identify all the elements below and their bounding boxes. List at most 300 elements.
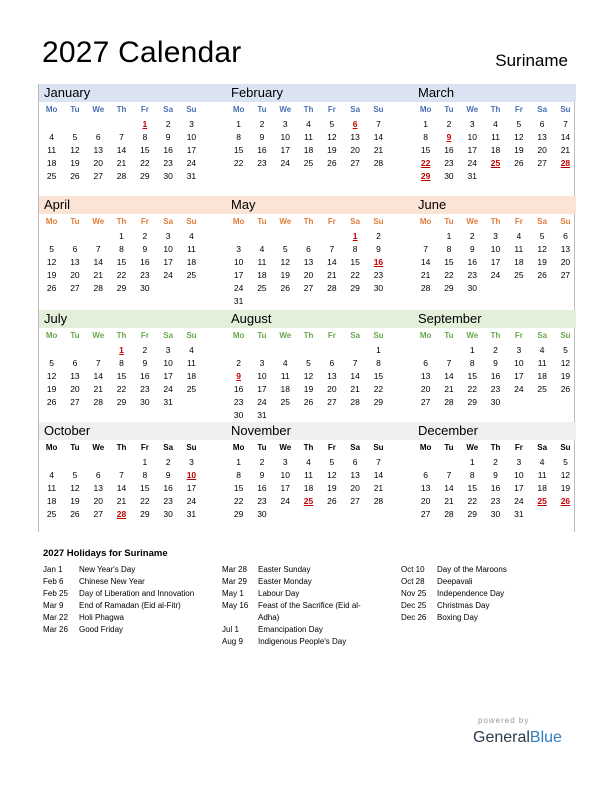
holiday-date: Mar 28 — [222, 565, 247, 574]
day: 26 — [327, 496, 337, 506]
empty-day — [274, 230, 297, 243]
day: 15 — [420, 145, 431, 155]
day: 1 — [119, 231, 124, 241]
weekday-label: Su — [560, 443, 571, 452]
holiday-day: 9 — [236, 371, 242, 381]
day: 31 — [163, 397, 173, 407]
holiday-day: 25 — [490, 158, 501, 168]
empty-day — [274, 344, 297, 357]
day: 25 — [186, 270, 197, 280]
day: 12 — [46, 371, 57, 381]
holiday-name: Feast of the Sacrifice (Eid al-Adha) — [258, 601, 361, 622]
day: 12 — [46, 257, 57, 267]
day: 24 — [163, 384, 173, 394]
holiday-date: Mar 22 — [43, 613, 68, 622]
day: 20 — [303, 270, 314, 280]
month-name: December — [413, 422, 576, 440]
day: 5 — [329, 119, 335, 129]
weekday-label: Su — [560, 331, 571, 340]
day: 15 — [467, 483, 477, 493]
day: 31 — [514, 509, 524, 519]
day: 23 — [163, 496, 173, 506]
day: 18 — [186, 371, 197, 381]
day: 14 — [560, 132, 571, 142]
day: 16 — [163, 483, 173, 493]
empty-day — [297, 230, 320, 243]
empty-day — [414, 456, 437, 469]
holiday-day: 9 — [446, 132, 452, 142]
weekday-label: Th — [490, 217, 501, 226]
weekday-label: Mo — [232, 105, 245, 114]
holiday-item — [222, 588, 382, 600]
day: 7 — [563, 119, 568, 129]
day: 7 — [119, 470, 124, 480]
day: 23 — [163, 158, 173, 168]
holiday-item — [222, 600, 382, 624]
day: 31 — [186, 509, 197, 519]
day: 30 — [140, 397, 150, 407]
holiday-name: Day of Liberation and Innovation — [79, 589, 195, 598]
weekday-label: Th — [490, 331, 501, 340]
day: 25 — [186, 384, 197, 394]
holiday-column — [401, 564, 576, 624]
day: 5 — [72, 132, 78, 142]
holiday-item — [401, 576, 576, 588]
month-november — [226, 422, 413, 521]
day: 30 — [490, 397, 501, 407]
day: 21 — [444, 496, 454, 506]
brand-logo[interactable] — [473, 729, 562, 747]
day: 19 — [46, 270, 57, 280]
day: 18 — [280, 384, 290, 394]
empty-day — [63, 118, 86, 131]
day: 15 — [350, 257, 360, 267]
day: 16 — [467, 257, 477, 267]
weekday-label: We — [92, 105, 105, 114]
day-grid — [226, 328, 413, 422]
holiday-day: 16 — [373, 257, 384, 267]
weekday-label: Fr — [327, 443, 336, 452]
day: 14 — [116, 483, 127, 493]
day: 1 — [423, 119, 429, 129]
day: 9 — [142, 358, 148, 368]
day: 14 — [350, 371, 360, 381]
day: 22 — [233, 158, 244, 168]
holiday-item — [43, 624, 218, 636]
weekday-label: Su — [373, 443, 384, 452]
holiday-item — [43, 612, 218, 624]
weekday-label: We — [279, 443, 292, 452]
day: 14 — [444, 483, 454, 493]
day: 21 — [93, 270, 103, 280]
day: 29 — [467, 509, 477, 519]
weekday-label: Mo — [232, 217, 245, 226]
month-august — [226, 310, 413, 422]
day: 6 — [95, 470, 101, 480]
day: 20 — [70, 270, 80, 280]
day: 24 — [514, 384, 524, 394]
day: 6 — [95, 132, 101, 142]
day: 7 — [446, 358, 452, 368]
holiday-item — [401, 612, 576, 624]
holiday-day: 28 — [560, 158, 571, 168]
weekday-label: Tu — [70, 105, 80, 114]
day: 1 — [376, 345, 381, 355]
day-grid — [413, 328, 576, 409]
holiday-date: May 1 — [222, 589, 244, 598]
day: 22 — [116, 384, 127, 394]
day: 29 — [444, 283, 454, 293]
day: 3 — [516, 457, 522, 467]
weekday-label: Th — [303, 217, 314, 226]
day: 8 — [446, 244, 452, 254]
day: 23 — [467, 270, 477, 280]
day: 16 — [444, 145, 454, 155]
empty-day — [343, 344, 366, 357]
day: 3 — [516, 345, 522, 355]
holiday-name: Chinese New Year — [79, 577, 145, 586]
holiday-name: Independence Day — [437, 589, 505, 598]
holiday-item — [401, 588, 576, 600]
weekday-label: Tu — [257, 443, 267, 452]
day: 27 — [420, 509, 431, 519]
day: 11 — [537, 358, 547, 368]
day: 30 — [140, 283, 150, 293]
empty-day — [40, 344, 63, 357]
holiday-item — [222, 636, 382, 648]
weekday-label: Fr — [140, 217, 149, 226]
month-name: July — [39, 310, 226, 328]
day: 20 — [327, 384, 337, 394]
day: 16 — [140, 371, 150, 381]
day: 6 — [72, 358, 78, 368]
day: 6 — [329, 358, 335, 368]
weekday-label: Mo — [45, 105, 58, 114]
day: 4 — [516, 231, 522, 241]
day: 28 — [93, 397, 103, 407]
empty-day — [40, 230, 63, 243]
weekday-label: Mo — [419, 217, 432, 226]
day: 22 — [116, 270, 127, 280]
day: 11 — [187, 244, 196, 254]
day: 13 — [350, 470, 360, 480]
holiday-day: 26 — [560, 496, 571, 506]
day: 10 — [280, 470, 290, 480]
day: 14 — [327, 257, 337, 267]
page-title: 2027 Calendar — [42, 36, 242, 69]
day: 27 — [350, 496, 360, 506]
day: 30 — [373, 283, 384, 293]
day: 27 — [70, 397, 80, 407]
day: 24 — [280, 158, 290, 168]
day: 24 — [490, 270, 501, 280]
day: 1 — [236, 457, 242, 467]
day: 19 — [280, 270, 290, 280]
month-name: June — [413, 196, 576, 214]
holiday-name: Labour Day — [258, 589, 300, 598]
day: 2 — [142, 345, 148, 355]
day: 18 — [257, 270, 267, 280]
day: 17 — [280, 483, 290, 493]
holiday-day: 6 — [352, 119, 358, 129]
day: 13 — [303, 257, 314, 267]
day: 11 — [304, 470, 313, 480]
day: 8 — [119, 244, 124, 254]
day: 18 — [537, 371, 547, 381]
day: 19 — [560, 371, 571, 381]
day: 22 — [444, 270, 454, 280]
day: 13 — [420, 371, 431, 381]
weekday-label: Su — [186, 105, 197, 114]
weekday-label: Th — [116, 105, 127, 114]
empty-day — [63, 344, 86, 357]
holiday-item — [401, 564, 576, 576]
day: 28 — [373, 496, 384, 506]
day: 12 — [537, 244, 547, 254]
holiday-name: New Year's Day — [79, 565, 136, 574]
holiday-day: 10 — [186, 470, 197, 480]
month-january — [39, 84, 226, 183]
weekday-label: Sa — [163, 331, 174, 340]
day: 15 — [140, 483, 150, 493]
day: 1 — [469, 457, 475, 467]
day: 17 — [514, 371, 524, 381]
weekday-label: We — [466, 217, 479, 226]
weekday-label: Fr — [327, 217, 336, 226]
day: 13 — [93, 145, 103, 155]
day: 4 — [539, 457, 545, 467]
day: 7 — [423, 244, 429, 254]
day: 24 — [186, 158, 197, 168]
day: 8 — [469, 470, 475, 480]
holiday-day: 29 — [420, 171, 431, 181]
day: 5 — [539, 231, 545, 241]
day: 20 — [420, 496, 431, 506]
weekday-label: Sa — [537, 443, 548, 452]
day: 30 — [233, 410, 244, 420]
powered-by-text: powered by — [478, 716, 530, 725]
day: 1 — [236, 119, 242, 129]
day: 17 — [233, 270, 244, 280]
empty-day — [40, 118, 63, 131]
day: 2 — [165, 119, 171, 129]
empty-day — [250, 230, 273, 243]
weekday-label: Sa — [537, 331, 548, 340]
holiday-name: End of Ramadan (Eid al-Fitr) — [79, 601, 181, 610]
holiday-item — [43, 576, 218, 588]
holiday-name: Emancipation Day — [258, 625, 323, 634]
holiday-item — [222, 576, 382, 588]
month-february — [226, 84, 413, 170]
day: 5 — [563, 345, 568, 355]
day: 26 — [46, 283, 57, 293]
day: 5 — [72, 470, 78, 480]
empty-day — [297, 344, 320, 357]
day: 23 — [490, 384, 501, 394]
day: 25 — [303, 158, 314, 168]
empty-day — [320, 230, 343, 243]
month-name: May — [226, 196, 413, 214]
day: 10 — [257, 371, 267, 381]
day-grid — [226, 102, 413, 170]
day: 11 — [537, 470, 547, 480]
weekday-label: Sa — [350, 217, 361, 226]
month-name: October — [39, 422, 226, 440]
day: 27 — [303, 283, 314, 293]
day: 27 — [350, 158, 360, 168]
day: 12 — [514, 132, 524, 142]
day: 28 — [420, 283, 431, 293]
day: 3 — [282, 457, 288, 467]
day: 6 — [423, 358, 429, 368]
day: 24 — [514, 496, 524, 506]
day: 9 — [493, 358, 498, 368]
day: 10 — [186, 132, 197, 142]
weekday-label: Tu — [444, 217, 454, 226]
day: 15 — [233, 483, 244, 493]
month-july — [39, 310, 226, 409]
day: 22 — [373, 384, 384, 394]
quarter-row — [38, 84, 575, 196]
day: 16 — [233, 384, 244, 394]
empty-day — [63, 456, 86, 469]
day: 3 — [189, 119, 194, 129]
weekday-label: Sa — [350, 105, 361, 114]
day: 9 — [259, 132, 265, 142]
day: 2 — [493, 345, 498, 355]
day: 15 — [140, 145, 150, 155]
day: 16 — [140, 257, 150, 267]
day: 8 — [142, 132, 148, 142]
holiday-date: Jul 1 — [222, 625, 239, 634]
weekday-label: We — [466, 105, 479, 114]
day: 27 — [93, 171, 103, 181]
day: 15 — [467, 371, 477, 381]
day: 23 — [444, 158, 454, 168]
day: 8 — [236, 132, 242, 142]
day: 12 — [560, 470, 571, 480]
day: 26 — [303, 397, 314, 407]
weekday-label: Tu — [444, 443, 454, 452]
day: 13 — [420, 483, 431, 493]
day: 8 — [423, 132, 429, 142]
day: 5 — [49, 244, 55, 254]
day: 25 — [257, 283, 267, 293]
day: 12 — [327, 470, 337, 480]
day: 20 — [93, 496, 103, 506]
day: 31 — [257, 410, 267, 420]
holiday-day: 1 — [352, 231, 358, 241]
day: 17 — [257, 384, 267, 394]
weekday-label: Th — [490, 443, 501, 452]
weekday-label: Tu — [444, 105, 454, 114]
weekday-label: Sa — [163, 443, 174, 452]
day: 5 — [516, 119, 522, 129]
day: 21 — [420, 270, 431, 280]
day: 24 — [280, 496, 290, 506]
month-october — [39, 422, 226, 521]
day: 28 — [444, 509, 454, 519]
day: 4 — [189, 231, 194, 241]
month-december — [413, 422, 576, 521]
day: 11 — [257, 257, 267, 267]
day: 13 — [560, 244, 571, 254]
day-grid — [39, 440, 226, 521]
day: 11 — [491, 132, 500, 142]
day: 8 — [352, 244, 358, 254]
day: 28 — [116, 171, 127, 181]
day-grid — [226, 214, 413, 308]
day: 3 — [469, 119, 475, 129]
weekday-label: Sa — [537, 217, 548, 226]
day: 13 — [70, 371, 80, 381]
day-grid — [39, 214, 226, 295]
day: 19 — [514, 145, 524, 155]
day: 13 — [327, 371, 337, 381]
holiday-name: Indigenous People's Day — [258, 637, 347, 646]
day: 31 — [186, 171, 197, 181]
day: 6 — [352, 457, 358, 467]
day: 6 — [539, 119, 545, 129]
day: 21 — [116, 158, 127, 168]
weekday-label: Fr — [514, 331, 523, 340]
holiday-name: Deepavali — [437, 577, 473, 586]
day: 12 — [70, 483, 80, 493]
weekday-label: Mo — [232, 443, 245, 452]
holiday-name: Holi Phagwa — [79, 613, 124, 622]
day: 29 — [350, 283, 360, 293]
day: 7 — [376, 457, 381, 467]
country-name: Suriname — [495, 51, 568, 70]
day: 8 — [119, 358, 124, 368]
day: 5 — [49, 358, 55, 368]
calendar-grid — [38, 84, 575, 532]
day: 27 — [420, 397, 431, 407]
empty-day — [87, 456, 110, 469]
day: 7 — [352, 358, 358, 368]
weekday-label: Su — [186, 443, 197, 452]
month-march — [413, 84, 576, 183]
day: 17 — [280, 145, 290, 155]
day: 19 — [70, 158, 80, 168]
day: 22 — [140, 496, 150, 506]
day: 2 — [469, 231, 475, 241]
day: 29 — [140, 509, 150, 519]
holiday-date: Oct 28 — [401, 577, 425, 586]
day: 9 — [493, 470, 498, 480]
month-name: March — [413, 84, 576, 102]
day: 6 — [563, 231, 568, 241]
day: 3 — [165, 231, 171, 241]
empty-day — [227, 230, 250, 243]
day: 22 — [350, 270, 360, 280]
empty-day — [414, 230, 437, 243]
day: 10 — [467, 132, 477, 142]
holiday-name: Boxing Day — [437, 613, 478, 622]
holiday-date: Nov 25 — [401, 589, 427, 598]
holiday-date: Oct 10 — [401, 565, 425, 574]
holiday-date: Dec 25 — [401, 601, 427, 610]
day: 24 — [233, 283, 244, 293]
day: 10 — [280, 132, 290, 142]
day: 13 — [93, 483, 103, 493]
day: 1 — [469, 345, 475, 355]
day: 4 — [49, 470, 55, 480]
day: 21 — [350, 384, 360, 394]
holiday-day: 1 — [142, 119, 148, 129]
weekday-label: Th — [116, 331, 127, 340]
month-name: January — [39, 84, 226, 102]
